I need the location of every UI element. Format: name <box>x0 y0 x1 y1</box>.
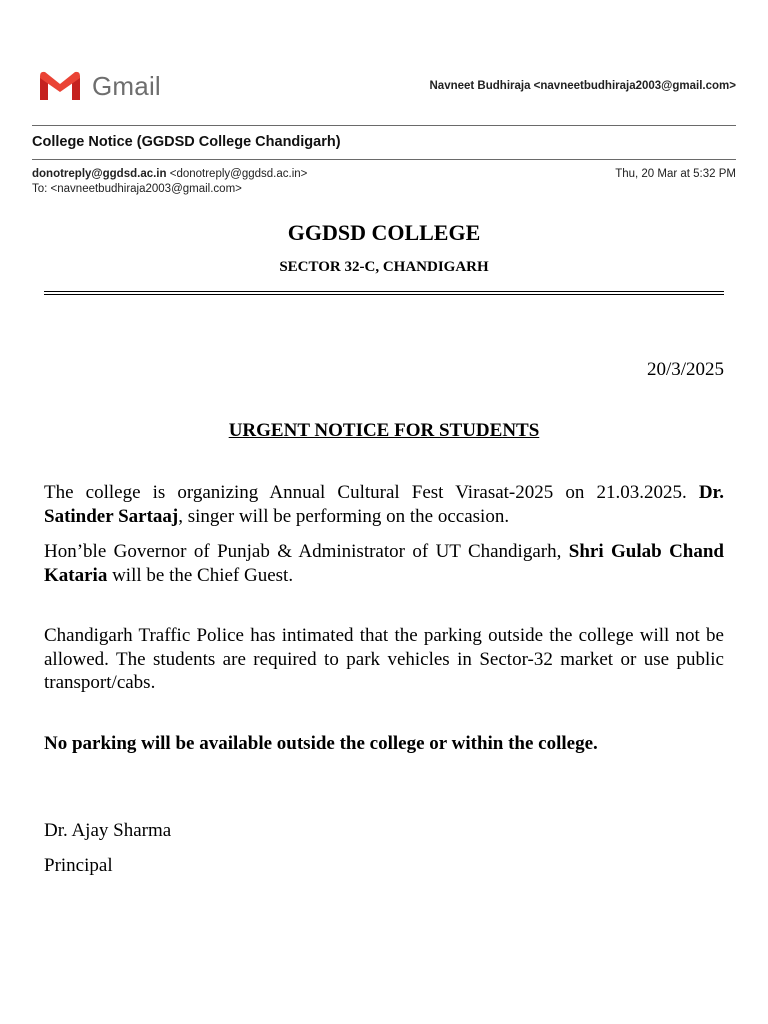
account-info: Navneet Budhiraja <navneetbudhiraja2003@gmail.com> <box>429 80 736 92</box>
email-to: To: <navneetbudhiraja2003@gmail.com> <box>32 183 242 195</box>
paragraph-chief-guest-text: Hon’ble Governor of Punjab & Administrator of UT Chandigarh, <box>44 541 569 562</box>
email-from <box>32 168 307 180</box>
gmail-logo-text: Gmail <box>92 70 161 101</box>
sender-address: <donotreply@ggdsd.ac.in> <box>169 168 308 180</box>
sender-name: donotreply@ggdsd.ac.in <box>32 168 167 180</box>
header-divider <box>32 125 736 126</box>
gmail-logo <box>38 70 161 102</box>
college-address: SECTOR 32-C, CHANDIGARH <box>279 259 489 275</box>
paragraph-parking: Chandigarh Traffic Police has intimated that the parking outside the college will not be allowed. The students are required to park vehicles in Sector-32 market or use public transport/cabs. <box>44 625 724 693</box>
paragraph-chief-guest-end: will be the Chief Guest. <box>107 564 294 586</box>
letterhead-rule <box>44 291 724 295</box>
signatory-name: Dr. Ajay Sharma <box>44 820 172 841</box>
paragraph-fest-text: The college is organizing Annual Cultural Fest Virasat-2025 on 21.03.2025. <box>44 482 699 503</box>
gmail-logo-icon <box>38 70 82 102</box>
paragraph-no-parking: No parking will be available outside the college or within the college. <box>44 733 598 754</box>
letter-date: 20/3/2025 <box>646 359 724 380</box>
paragraph-fest-end: , singer will be performing on the occasion. <box>178 505 510 527</box>
college-name: GGDSD COLLEGE <box>287 220 481 245</box>
signatory-designation: Principal <box>44 855 113 876</box>
performer-name: Dr. Satinder Sartaaj <box>44 482 724 527</box>
subject-divider <box>32 159 736 160</box>
paragraph-fest <box>44 481 724 528</box>
notice-heading: URGENT NOTICE FOR STUDENTS <box>228 420 540 441</box>
email-subject: College Notice (GGDSD College Chandigarh) <box>32 134 341 150</box>
chief-guest-name: Shri Gulab Chand Kataria <box>44 541 724 586</box>
paragraph-chief-guest <box>44 540 724 587</box>
email-date: Thu, 20 Mar at 5:32 PM <box>615 168 736 180</box>
